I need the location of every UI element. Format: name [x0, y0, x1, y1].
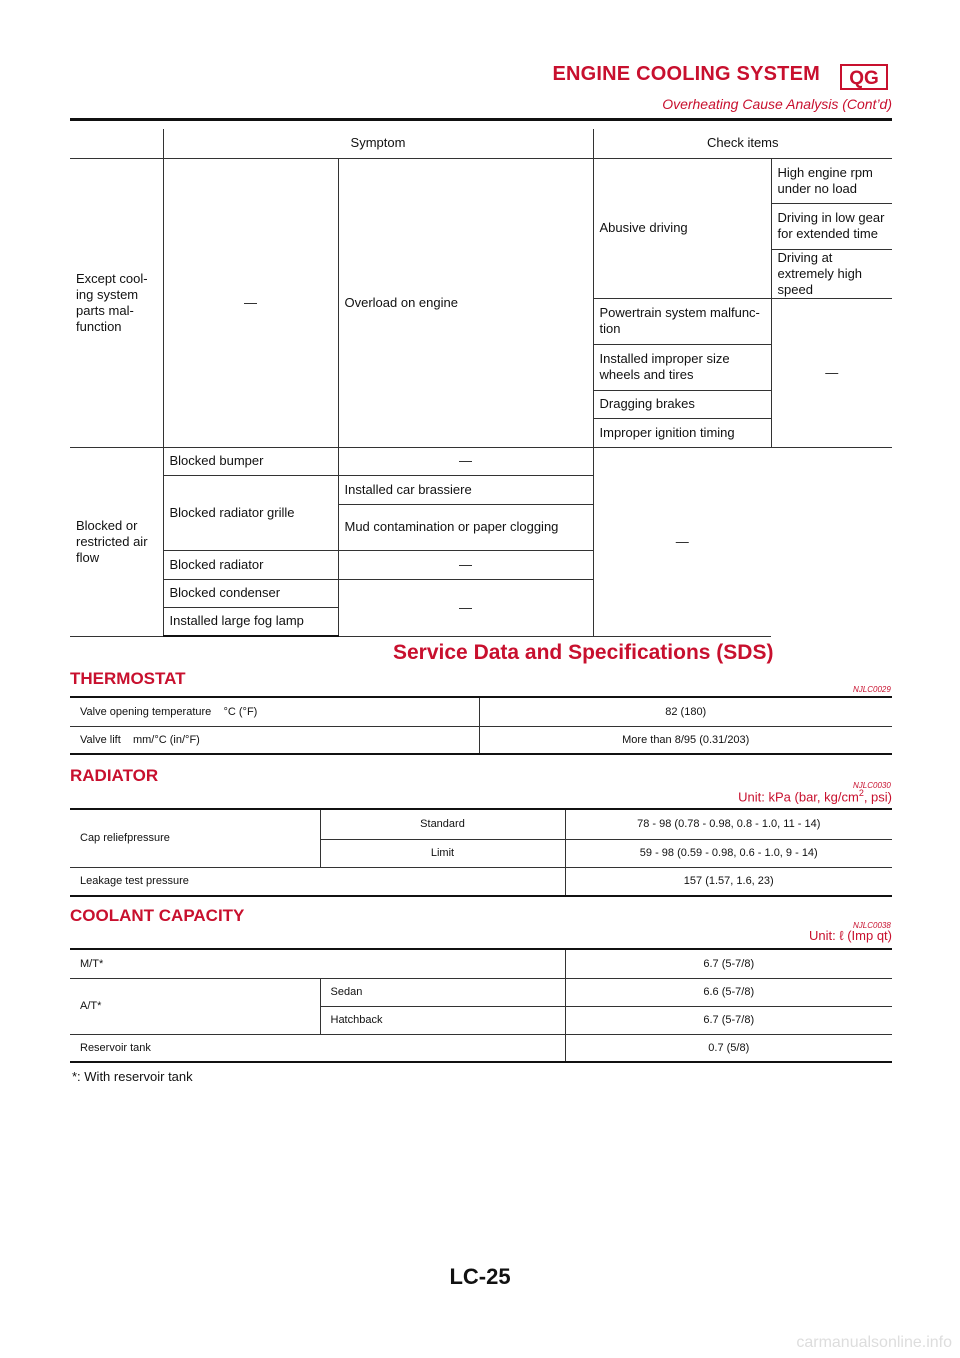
check-item: High engine rpm under no load	[771, 158, 892, 203]
spec-value: 0.7 (5/8)	[565, 1034, 892, 1062]
page-number: LC-25	[449, 1264, 511, 1289]
dash-cell: —	[338, 447, 593, 475]
radiator-unit: Unit: kPa (bar, $kg/cm^2$, psi)	[738, 788, 892, 805]
engine-code-badge: QG	[840, 64, 888, 90]
header-check-items: Check items	[593, 129, 892, 158]
symptom-cell: Blocked bumper	[163, 447, 338, 475]
sds-title: Service Data and Specifications (SDS)	[393, 641, 774, 664]
spec-value: 6.7 (5-7/8)	[565, 1006, 892, 1034]
spec-value: 82 (180)	[479, 698, 892, 726]
dash-cell: —	[338, 579, 593, 636]
coolant-code: NJLC0038	[853, 921, 891, 930]
airflow-cell: Blocked or restricted air flow	[70, 447, 163, 636]
dash-cell: —	[163, 158, 338, 447]
overload-cell: Overload on engine	[338, 158, 593, 447]
coolant-unit: Unit: ℓ (Imp qt)	[809, 928, 892, 943]
spec-label: Cap reliefpressure	[70, 810, 320, 867]
spec-value: 6.7 (5-7/8)	[565, 950, 892, 978]
section-title: ENGINE COOLING SYSTEM	[552, 63, 820, 85]
overheating-cause-table	[70, 129, 892, 637]
coolant-table	[70, 950, 892, 1063]
coolant-heading: COOLANT CAPACITY	[70, 906, 245, 925]
radiator-code: NJLC0030	[853, 781, 891, 790]
spec-label: Valve lift mm/°C (in/°F)	[70, 726, 479, 754]
spec-label: M/T*	[70, 950, 565, 978]
thermostat-code: NJLC0029	[853, 685, 891, 694]
symptom-cell: Blocked condenser	[163, 579, 338, 607]
check-item: Mud contamination or paper clogging	[338, 504, 593, 550]
symptom-cell: Improper ignition timing	[593, 418, 771, 447]
symptom-cell: Installed improper size wheels and tires	[593, 344, 771, 390]
page-subtitle: Overheating Cause Analysis (Cont’d)	[662, 96, 892, 112]
spec-label: A/T*	[70, 978, 320, 1034]
watermark: carmanualsonline.info	[796, 1334, 952, 1351]
thermostat-table	[70, 698, 892, 755]
spec-sublabel: Limit	[320, 839, 565, 867]
footnote: *: With reservoir tank	[72, 1069, 193, 1084]
symptom-cell: Blocked radiator grille	[163, 475, 338, 550]
header-symptom: Symptom	[163, 129, 593, 158]
symptom-cell: Blocked radiator	[163, 550, 338, 579]
symptom-cell: Dragging brakes	[593, 390, 771, 418]
spec-value: More than 8/95 (0.31/203)	[479, 726, 892, 754]
dash-cell: —	[338, 550, 593, 579]
spec-sublabel: Sedan	[320, 978, 565, 1006]
cause-group-label: Except cool- ing system parts mal- function	[70, 158, 163, 447]
spec-value: 6.6 (5-7/8)	[565, 978, 892, 1006]
check-item: Driving at extremely high speed	[771, 249, 892, 298]
spec-label: Reservoir tank	[70, 1034, 565, 1062]
dash-cell: —	[771, 298, 892, 447]
abusive-driving-cell: Abusive driving	[593, 158, 771, 298]
symptom-cell: Powertrain system malfunc- tion	[593, 298, 771, 344]
check-item: Driving in low gear for extended time	[771, 203, 892, 249]
spec-label: Valve opening temperature °C (°F)	[70, 698, 479, 726]
spec-value: 59 - 98 (0.59 - 0.98, 0.6 - 1.0, 9 - 14)	[565, 839, 892, 867]
spec-sublabel: Standard	[320, 810, 565, 839]
check-item: Installed car brassiere	[338, 475, 593, 504]
thermostat-heading: THERMOSTAT	[70, 669, 186, 688]
radiator-heading: RADIATOR	[70, 766, 159, 785]
spec-sublabel: Hatchback	[320, 1006, 565, 1034]
spec-value: 78 - 98 (0.78 - 0.98, 0.8 - 1.0, 11 - 14)	[565, 810, 892, 839]
radiator-table	[70, 810, 892, 897]
spec-label: Leakage test pressure	[70, 867, 565, 896]
dash-cell: —	[593, 447, 771, 636]
header-rule	[70, 118, 892, 121]
symptom-cell: Installed large fog lamp	[163, 607, 338, 636]
spec-value: 157 (1.57, 1.6, 23)	[565, 867, 892, 896]
